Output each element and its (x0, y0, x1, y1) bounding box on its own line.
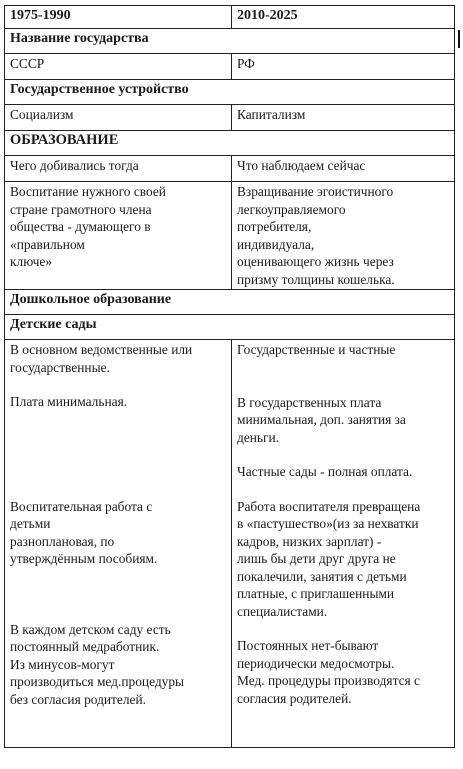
section-row (5, 80, 455, 105)
upbringing-right-text: Взращивание эгоистичного легкоуправляемого потребителя, индивидуала, оценивающего жизнь через призму толщины кошелька. (237, 184, 395, 287)
kg-right-ownership: Государственные и частные (237, 342, 396, 357)
kg-left-work: Воспитательная работа с детьми разноплановая, по утверждённым пособиям. (10, 498, 158, 566)
kg-right-fee-state: В государственных плата минимальная, доп. занятия за деньги. (237, 394, 406, 445)
kg-left-ownership: В основном ведомственные или государственные. (10, 342, 193, 375)
text-cursor-marker (458, 30, 460, 48)
section-preschool: Дошкольное образование (5, 290, 455, 315)
kg-left-medical: В каждом детском саду есть постоянный медработник. Из минусов-могут производиться мед.процедуры без согласия родителей. (10, 621, 185, 707)
table-row (5, 340, 455, 748)
cell-state-right: РФ (232, 54, 455, 80)
section-kindergartens: Детские сады (5, 315, 455, 340)
header-period-1975-1990: 1975-1990 (5, 6, 232, 29)
section-row (5, 315, 455, 340)
upbringing-left-text: Воспитание нужного своей стране грамотного члена общества - думающего в «правильном ключе» (10, 184, 166, 269)
kg-left-fee: Плата минимальная. (10, 394, 128, 409)
kg-right-medical: Постоянных нет-бывают периодически медосмотры. Мед. процедуры производятся с согласия родителей. (237, 638, 420, 706)
section-education: ОБРАЗОВАНИЕ (5, 131, 455, 156)
section-state-name: Название государства (5, 29, 455, 54)
cell-state-left: СССР (5, 54, 232, 80)
section-state-system: Государственное устройство (5, 80, 455, 105)
cell-upbringing-right (232, 182, 455, 290)
cell-system-right: Капитализм (232, 105, 455, 131)
kg-right-work: Работа воспитателя превращена в «пастушество»(из за нехватки кадров, низких зарплат) - лишь бы дети друг друга не покалечили, занятия с детьми платные, с приглашенными специалистами. (237, 498, 421, 619)
header-row (5, 6, 455, 29)
section-row (5, 131, 455, 156)
section-row (5, 290, 455, 315)
comparison-table (4, 5, 455, 748)
header-period-2010-2025: 2010-2025 (232, 6, 455, 29)
kg-right-fee-private: Частные сады - полная оплата. (237, 464, 413, 479)
cell-goals-right: Что наблюдаем сейчас (232, 156, 455, 182)
cell-kindergarten-left (5, 340, 232, 748)
section-row (5, 29, 455, 54)
cell-goals-left: Чего добивались тогда (5, 156, 232, 182)
table-row (5, 156, 455, 182)
cell-upbringing-left (5, 182, 232, 290)
table-row (5, 54, 455, 80)
cell-system-left: Социализм (5, 105, 232, 131)
cell-kindergarten-right (232, 340, 455, 748)
table-row (5, 182, 455, 290)
table-row (5, 105, 455, 131)
